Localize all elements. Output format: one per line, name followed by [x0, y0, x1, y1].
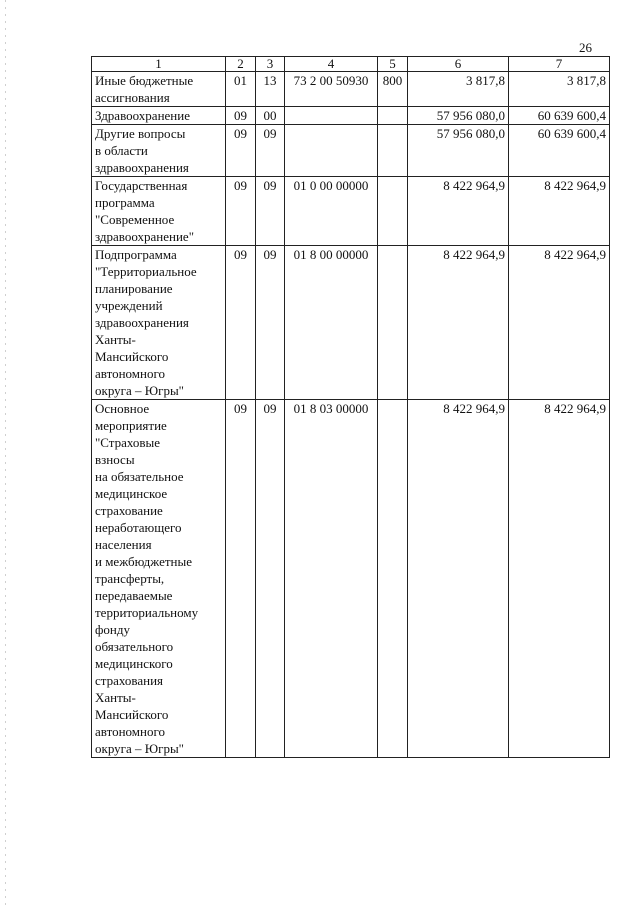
column-header-5: 5	[378, 57, 408, 72]
amount-col-6: 3 817,8	[408, 72, 509, 107]
header-row	[92, 57, 610, 72]
table-row	[92, 107, 610, 125]
amount-col-7: 8 422 964,9	[509, 177, 610, 246]
section-code: 09	[226, 246, 256, 400]
expense-type-code	[378, 246, 408, 400]
amount-col-6: 8 422 964,9	[408, 400, 509, 758]
target-article-code	[285, 107, 378, 125]
row-name: Другие вопросы в области здравоохранения	[92, 125, 226, 177]
amount-col-6: 57 956 080,0	[408, 107, 509, 125]
table-row	[92, 72, 610, 107]
subsection-code: 13	[256, 72, 285, 107]
subsection-code: 09	[256, 125, 285, 177]
scan-edge-mark	[5, 0, 6, 905]
subsection-code: 09	[256, 177, 285, 246]
table-row	[92, 177, 610, 246]
amount-col-7: 60 639 600,4	[509, 125, 610, 177]
target-article-code	[285, 125, 378, 177]
section-code: 01	[226, 72, 256, 107]
section-code: 09	[226, 177, 256, 246]
row-name: Иные бюджетные ассигнования	[92, 72, 226, 107]
table-row	[92, 125, 610, 177]
subsection-code: 09	[256, 246, 285, 400]
amount-col-6: 8 422 964,9	[408, 177, 509, 246]
page-number: 26	[579, 40, 592, 55]
amount-col-7: 8 422 964,9	[509, 400, 610, 758]
amount-col-7: 3 817,8	[509, 72, 610, 107]
section-code: 09	[226, 400, 256, 758]
row-name: Подпрограмма "Территориальное планирование учреждений здравоохранения Ханты- Мансийского автономного округа – Югры"	[92, 246, 226, 400]
target-article-code: 01 8 00 00000	[285, 246, 378, 400]
table-header	[92, 57, 610, 72]
target-article-code: 01 0 00 00000	[285, 177, 378, 246]
expense-type-code: 800	[378, 72, 408, 107]
row-name: Здравоохранение	[92, 107, 226, 125]
table-body	[92, 72, 610, 758]
column-header-4: 4	[285, 57, 378, 72]
amount-col-6: 8 422 964,9	[408, 246, 509, 400]
amount-col-7: 8 422 964,9	[509, 246, 610, 400]
column-header-2: 2	[226, 57, 256, 72]
amount-col-7: 60 639 600,4	[509, 107, 610, 125]
amount-col-6: 57 956 080,0	[408, 125, 509, 177]
budget-table	[91, 56, 610, 758]
row-name: Государственная программа "Современное здравоохранение"	[92, 177, 226, 246]
column-header-6: 6	[408, 57, 509, 72]
target-article-code: 73 2 00 50930	[285, 72, 378, 107]
table-row	[92, 400, 610, 758]
target-article-code: 01 8 03 00000	[285, 400, 378, 758]
column-header-3: 3	[256, 57, 285, 72]
expense-type-code	[378, 177, 408, 246]
column-header-1: 1	[92, 57, 226, 72]
section-code: 09	[226, 107, 256, 125]
expense-type-code	[378, 400, 408, 758]
subsection-code: 09	[256, 400, 285, 758]
section-code: 09	[226, 125, 256, 177]
column-header-7: 7	[509, 57, 610, 72]
subsection-code: 00	[256, 107, 285, 125]
expense-type-code	[378, 125, 408, 177]
row-name: Основное мероприятие "Страховые взносы на обязательное медицинское страхование неработающего населения и межбюджетные трансферты, передаваемые территориальному фонду обязательного медицинского страхования Ханты- Мансийского автономного округа – Югры"	[92, 400, 226, 758]
expense-type-code	[378, 107, 408, 125]
table-row	[92, 246, 610, 400]
